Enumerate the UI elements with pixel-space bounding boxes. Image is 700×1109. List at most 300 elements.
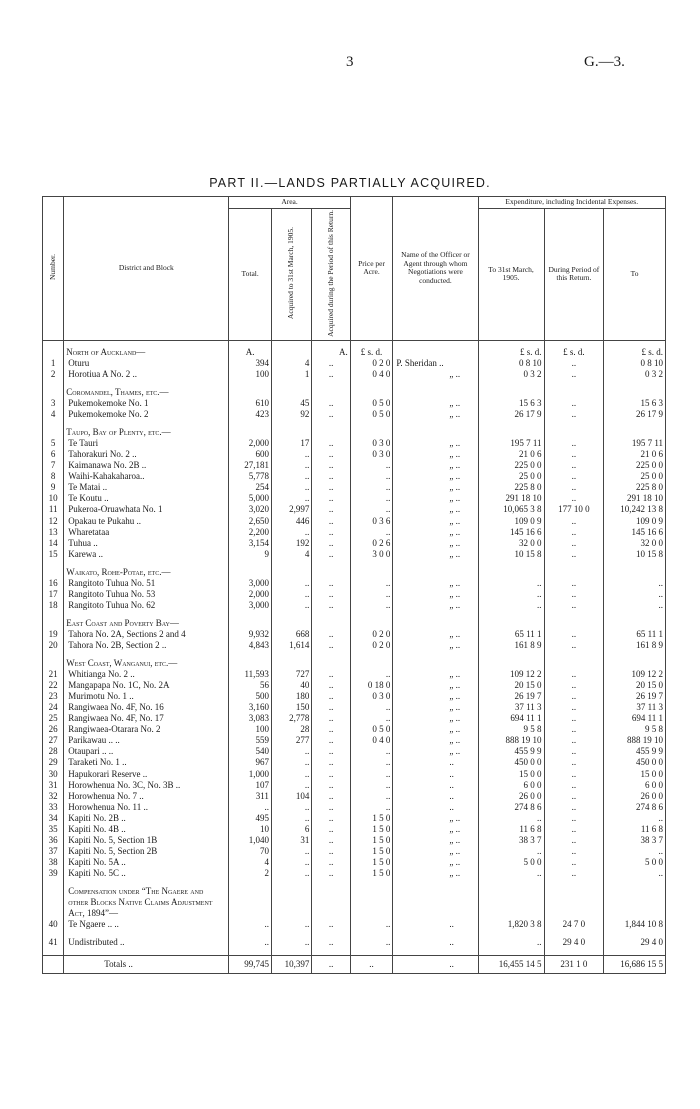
table-cell <box>64 948 229 956</box>
table-cell <box>271 340 311 358</box>
totals-expenditure-during-period: 231 1 0 <box>544 956 604 974</box>
area-total: 70 <box>229 846 272 857</box>
table-cell <box>64 651 229 658</box>
officer-name: „ .. <box>393 493 478 504</box>
block-name: Opakau te Pukahu .. <box>64 516 229 527</box>
table-cell <box>478 658 544 669</box>
table-cell <box>271 427 311 438</box>
area-acquired-march: 446 <box>271 516 311 527</box>
officer-name: „ .. <box>393 369 478 380</box>
table-cell <box>229 611 272 618</box>
table-cell <box>43 427 64 438</box>
expenditure-total: 0 8 10 <box>604 358 666 369</box>
table-cell <box>312 930 350 937</box>
expenditure-to-march: 15 0 0 <box>478 769 544 780</box>
price-per-acre: 0 4 0 <box>350 369 393 380</box>
unit-label: £ s. d. <box>544 340 604 358</box>
expenditure-to-march: 65 11 1 <box>478 629 544 640</box>
table-header <box>43 197 666 341</box>
table-row <box>43 702 666 713</box>
table-cell <box>43 956 64 974</box>
header-officer: Name of the Officer or Agent through whom Negotiations were conducted. <box>393 197 478 341</box>
expenditure-during-period: .. <box>544 724 604 735</box>
table-cell <box>312 886 350 919</box>
price-per-acre: .. <box>350 600 393 611</box>
expenditure-during-period: .. <box>544 398 604 409</box>
expenditure-total: .. <box>604 578 666 589</box>
officer-name: .. <box>393 780 478 791</box>
header-acquired-period: Acquired during the Period of this Return. <box>312 208 350 340</box>
expenditure-total: 161 8 9 <box>604 640 666 651</box>
officer-name: „ .. <box>393 482 478 493</box>
expenditure-to-march: 450 0 0 <box>478 757 544 768</box>
table-cell <box>43 930 64 937</box>
expenditure-to-march: 161 8 9 <box>478 640 544 651</box>
table-row <box>43 471 666 482</box>
area-acquired-march: 45 <box>271 398 311 409</box>
expenditure-total: 32 0 0 <box>604 538 666 549</box>
table-cell <box>64 930 229 937</box>
expenditure-during-period: .. <box>544 713 604 724</box>
area-acquired-march: .. <box>271 769 311 780</box>
area-total: 254 <box>229 482 272 493</box>
expenditure-during-period: .. <box>544 409 604 420</box>
block-name: Rangitoto Tuhua No. 53 <box>64 589 229 600</box>
table-cell <box>64 380 229 387</box>
area-acquired-period: .. <box>312 516 350 527</box>
table-cell <box>312 651 350 658</box>
area-acquired-period: .. <box>312 460 350 471</box>
table-cell <box>604 420 666 427</box>
expenditure-to-march: .. <box>478 589 544 600</box>
row-number: 2 <box>43 369 64 380</box>
officer-name: .. <box>393 757 478 768</box>
area-total: 2,650 <box>229 516 272 527</box>
officer-name: „ .. <box>393 702 478 713</box>
row-number: 22 <box>43 680 64 691</box>
area-acquired-period: .. <box>312 538 350 549</box>
table-cell <box>393 427 478 438</box>
area-acquired-period: .. <box>312 449 350 460</box>
expenditure-to-march: 11 6 8 <box>478 824 544 835</box>
expenditure-during-period: .. <box>544 600 604 611</box>
expenditure-during-period: .. <box>544 589 604 600</box>
table-cell <box>312 420 350 427</box>
officer-name: „ .. <box>393 640 478 651</box>
expenditure-during-period: .. <box>544 358 604 369</box>
expenditure-total: .. <box>604 846 666 857</box>
area-acquired-period: .. <box>312 600 350 611</box>
table-cell <box>350 930 393 937</box>
officer-name: „ .. <box>393 846 478 857</box>
table-cell <box>312 567 350 578</box>
area-acquired-march: .. <box>271 937 311 948</box>
price-per-acre: 0 5 0 <box>350 409 393 420</box>
row-number: 1 <box>43 358 64 369</box>
area-total: 967 <box>229 757 272 768</box>
officer-name: „ .. <box>393 504 478 515</box>
area-acquired-march: .. <box>271 919 311 930</box>
table-cell <box>604 930 666 937</box>
block-name: Parikawau .. .. <box>64 735 229 746</box>
area-acquired-period: .. <box>312 527 350 538</box>
row-number: 36 <box>43 835 64 846</box>
expenditure-total: 145 16 6 <box>604 527 666 538</box>
area-acquired-march: 2,997 <box>271 504 311 515</box>
table-cell <box>64 420 229 427</box>
price-per-acre: 0 2 0 <box>350 629 393 640</box>
table-cell <box>312 427 350 438</box>
table-cell <box>544 886 604 919</box>
area-acquired-period: .. <box>312 680 350 691</box>
spacer-row <box>43 420 666 427</box>
expenditure-total: 29 4 0 <box>604 937 666 948</box>
officer-name: „ .. <box>393 471 478 482</box>
expenditure-during-period: .. <box>544 527 604 538</box>
row-number: 24 <box>43 702 64 713</box>
table-row <box>43 398 666 409</box>
section-heading-row <box>43 567 666 578</box>
area-acquired-period: .. <box>312 735 350 746</box>
table-cell <box>393 340 478 358</box>
block-name: Te Ngaere .. .. <box>64 919 229 930</box>
block-name: Pukemokemoke No. 2 <box>64 409 229 420</box>
table-cell <box>393 651 478 658</box>
area-total: 495 <box>229 813 272 824</box>
table-row <box>43 449 666 460</box>
row-number: 39 <box>43 868 64 879</box>
totals-officer: .. <box>393 956 478 974</box>
area-total: .. <box>229 919 272 930</box>
table-row <box>43 813 666 824</box>
block-name: Wharetataa <box>64 527 229 538</box>
row-number: 41 <box>43 937 64 948</box>
spacer-row <box>43 611 666 618</box>
table-cell <box>478 567 544 578</box>
area-acquired-period: .. <box>312 846 350 857</box>
table-row <box>43 919 666 930</box>
totals-area-acquired-march: 10,397 <box>271 956 311 974</box>
table-cell <box>350 948 393 956</box>
header-district: District and Block <box>64 197 229 341</box>
table-cell <box>604 560 666 567</box>
block-name: Rangiwaea-Otarara No. 2 <box>64 724 229 735</box>
expenditure-total: 0 3 2 <box>604 369 666 380</box>
table-cell <box>229 420 272 427</box>
price-per-acre: 0 2 0 <box>350 358 393 369</box>
block-name: Te Matai .. <box>64 482 229 493</box>
table-cell <box>604 658 666 669</box>
area-acquired-march: .. <box>271 857 311 868</box>
price-per-acre: .. <box>350 471 393 482</box>
expenditure-during-period: .. <box>544 493 604 504</box>
table-row <box>43 746 666 757</box>
section-heading-row <box>43 658 666 669</box>
section-heading: Coromandel, Thames, etc.— <box>64 387 229 398</box>
price-per-acre: 1 5 0 <box>350 824 393 835</box>
header-area: Area. <box>229 197 350 209</box>
spacer-row <box>43 879 666 886</box>
table-row <box>43 640 666 651</box>
block-name: Mangapapa No. 1C, No. 2A <box>64 680 229 691</box>
officer-name: „ .. <box>393 735 478 746</box>
totals-expenditure-total: 16,686 15 5 <box>604 956 666 974</box>
table-cell <box>229 560 272 567</box>
row-number: 16 <box>43 578 64 589</box>
price-per-acre: .. <box>350 460 393 471</box>
block-name: Kapiti No. 2B .. <box>64 813 229 824</box>
price-per-acre: .. <box>350 578 393 589</box>
expenditure-to-march: 225 8 0 <box>478 482 544 493</box>
expenditure-to-march: 0 8 10 <box>478 358 544 369</box>
expenditure-during-period: .. <box>544 702 604 713</box>
price-per-acre: .. <box>350 937 393 948</box>
table-cell <box>393 886 478 919</box>
expenditure-during-period: .. <box>544 735 604 746</box>
table-row <box>43 780 666 791</box>
price-per-acre: .. <box>350 769 393 780</box>
table-row <box>43 482 666 493</box>
expenditure-during-period: .. <box>544 857 604 868</box>
expenditure-to-march: 26 0 0 <box>478 791 544 802</box>
row-number: 35 <box>43 824 64 835</box>
expenditure-during-period: .. <box>544 449 604 460</box>
block-name: Kapiti No. 5, Section 1B <box>64 835 229 846</box>
table-cell <box>478 651 544 658</box>
table-cell <box>478 420 544 427</box>
table-cell <box>350 658 393 669</box>
table-cell <box>229 380 272 387</box>
units-row <box>43 340 666 358</box>
table-row <box>43 691 666 702</box>
row-number: 7 <box>43 460 64 471</box>
expenditure-to-march: .. <box>478 937 544 948</box>
table-cell <box>478 879 544 886</box>
expenditure-during-period: 29 4 0 <box>544 937 604 948</box>
area-total: 4,843 <box>229 640 272 651</box>
block-name: Te Tauri <box>64 438 229 449</box>
expenditure-during-period: .. <box>544 824 604 835</box>
area-acquired-period: .. <box>312 493 350 504</box>
area-acquired-march: 192 <box>271 538 311 549</box>
officer-name: .. <box>393 937 478 948</box>
area-acquired-march: .. <box>271 846 311 857</box>
expenditure-total: 21 0 6 <box>604 449 666 460</box>
row-number: 3 <box>43 398 64 409</box>
table-row <box>43 713 666 724</box>
header-expenditure: Expenditure, including Incidental Expenses. <box>478 197 665 209</box>
table-cell <box>478 387 544 398</box>
spacer-row <box>43 948 666 956</box>
expenditure-during-period: .. <box>544 471 604 482</box>
officer-name: „ .. <box>393 724 478 735</box>
table-cell <box>350 651 393 658</box>
table-cell <box>271 387 311 398</box>
expenditure-during-period: .. <box>544 802 604 813</box>
table-cell <box>544 380 604 387</box>
table-cell <box>43 380 64 387</box>
block-name: Undistributed .. <box>64 937 229 948</box>
area-acquired-period: .. <box>312 919 350 930</box>
table-cell <box>312 387 350 398</box>
area-total: 2 <box>229 868 272 879</box>
expenditure-total: 109 12 2 <box>604 669 666 680</box>
table-cell <box>544 560 604 567</box>
expenditure-during-period: .. <box>544 369 604 380</box>
row-number: 33 <box>43 802 64 813</box>
area-acquired-march: 1,614 <box>271 640 311 651</box>
table-cell <box>229 618 272 629</box>
expenditure-to-march: 21 0 6 <box>478 449 544 460</box>
row-number: 18 <box>43 600 64 611</box>
officer-name: „ .. <box>393 857 478 868</box>
unit-label: £ s. d. <box>604 340 666 358</box>
expenditure-total: 37 11 3 <box>604 702 666 713</box>
area-total: 5,000 <box>229 493 272 504</box>
expenditure-during-period: .. <box>544 578 604 589</box>
table-cell <box>604 879 666 886</box>
unit-label: £ s. d. <box>478 340 544 358</box>
price-per-acre: 0 3 0 <box>350 691 393 702</box>
area-total: 394 <box>229 358 272 369</box>
table-row <box>43 589 666 600</box>
expenditure-to-march: 25 0 0 <box>478 471 544 482</box>
table-cell <box>604 611 666 618</box>
table-cell <box>271 567 311 578</box>
officer-name: .. <box>393 802 478 813</box>
row-number: 8 <box>43 471 64 482</box>
row-number: 13 <box>43 527 64 538</box>
expenditure-during-period: 24 7 0 <box>544 919 604 930</box>
header-to-march: To 31st March, 1905. <box>478 208 544 340</box>
table-cell <box>271 618 311 629</box>
area-acquired-march: .. <box>271 527 311 538</box>
officer-name: „ .. <box>393 669 478 680</box>
table-cell <box>229 879 272 886</box>
table-cell <box>393 420 478 427</box>
row-number: 23 <box>43 691 64 702</box>
area-acquired-period: .. <box>312 824 350 835</box>
area-acquired-march: .. <box>271 780 311 791</box>
table-cell <box>544 420 604 427</box>
officer-name: „ .. <box>393 589 478 600</box>
block-name: Pukemokemoke No. 1 <box>64 398 229 409</box>
page-reference: G.—3. <box>584 54 625 70</box>
header-total: Total. <box>229 208 272 340</box>
table-row <box>43 669 666 680</box>
table-row <box>43 516 666 527</box>
area-acquired-period: .. <box>312 578 350 589</box>
row-number: 9 <box>43 482 64 493</box>
expenditure-total: 11 6 8 <box>604 824 666 835</box>
expenditure-during-period: .. <box>544 629 604 640</box>
totals-row <box>43 956 666 974</box>
expenditure-during-period: .. <box>544 868 604 879</box>
table-cell <box>350 618 393 629</box>
header-to: To <box>604 208 666 340</box>
table-cell <box>43 948 64 956</box>
block-name: Tuhua .. <box>64 538 229 549</box>
table-cell <box>393 879 478 886</box>
expenditure-total: 20 15 0 <box>604 680 666 691</box>
table-cell <box>478 886 544 919</box>
area-acquired-period: .. <box>312 835 350 846</box>
unit-label: £ s. d. <box>350 340 393 358</box>
header-number: Number. <box>43 197 64 341</box>
table-cell <box>604 427 666 438</box>
area-total: 2,000 <box>229 438 272 449</box>
table-cell <box>544 618 604 629</box>
area-acquired-period: .. <box>312 549 350 560</box>
section-heading-row <box>43 886 666 919</box>
table-row <box>43 527 666 538</box>
officer-name: „ .. <box>393 691 478 702</box>
table-cell <box>478 611 544 618</box>
section-heading: Waikato, Rohe-Potae, etc.— <box>64 567 229 578</box>
price-per-acre: .. <box>350 493 393 504</box>
block-name: Murimotu No. 1 .. <box>64 691 229 702</box>
area-acquired-period: .. <box>312 724 350 735</box>
area-acquired-march: 668 <box>271 629 311 640</box>
table-cell <box>43 567 64 578</box>
price-per-acre: 1 5 0 <box>350 835 393 846</box>
area-acquired-march: 92 <box>271 409 311 420</box>
table-cell <box>64 879 229 886</box>
price-per-acre: .. <box>350 713 393 724</box>
table-cell <box>43 658 64 669</box>
table-cell <box>271 611 311 618</box>
officer-name: .. <box>393 769 478 780</box>
area-total: 2,200 <box>229 527 272 538</box>
price-per-acre: 0 3 6 <box>350 516 393 527</box>
table-cell <box>544 427 604 438</box>
table-row <box>43 791 666 802</box>
expenditure-during-period: .. <box>544 640 604 651</box>
expenditure-to-march: 225 0 0 <box>478 460 544 471</box>
table-cell <box>350 387 393 398</box>
area-total: 3,020 <box>229 504 272 515</box>
price-per-acre: .. <box>350 919 393 930</box>
table-cell <box>604 651 666 658</box>
area-acquired-march: .. <box>271 868 311 879</box>
expenditure-to-march: 109 0 9 <box>478 516 544 527</box>
expenditure-total: .. <box>604 600 666 611</box>
expenditure-total: 109 0 9 <box>604 516 666 527</box>
table-row <box>43 629 666 640</box>
table-cell <box>271 380 311 387</box>
area-total: 5,778 <box>229 471 272 482</box>
expenditure-to-march: 32 0 0 <box>478 538 544 549</box>
expenditure-to-march: 10,065 3 8 <box>478 504 544 515</box>
area-acquired-march: 28 <box>271 724 311 735</box>
area-acquired-march: .. <box>271 746 311 757</box>
officer-name: „ .. <box>393 538 478 549</box>
table-row <box>43 438 666 449</box>
expenditure-total: 5 0 0 <box>604 857 666 868</box>
table-cell <box>393 611 478 618</box>
block-name: Rangitoto Tuhua No. 62 <box>64 600 229 611</box>
table-cell <box>271 886 311 919</box>
table-cell <box>544 879 604 886</box>
expenditure-total: 225 0 0 <box>604 460 666 471</box>
table-row <box>43 802 666 813</box>
expenditure-during-period: .. <box>544 813 604 824</box>
area-total: 3,000 <box>229 600 272 611</box>
spacer-row <box>43 380 666 387</box>
expenditure-to-march: 694 11 1 <box>478 713 544 724</box>
row-number: 11 <box>43 504 64 515</box>
table-cell <box>229 948 272 956</box>
